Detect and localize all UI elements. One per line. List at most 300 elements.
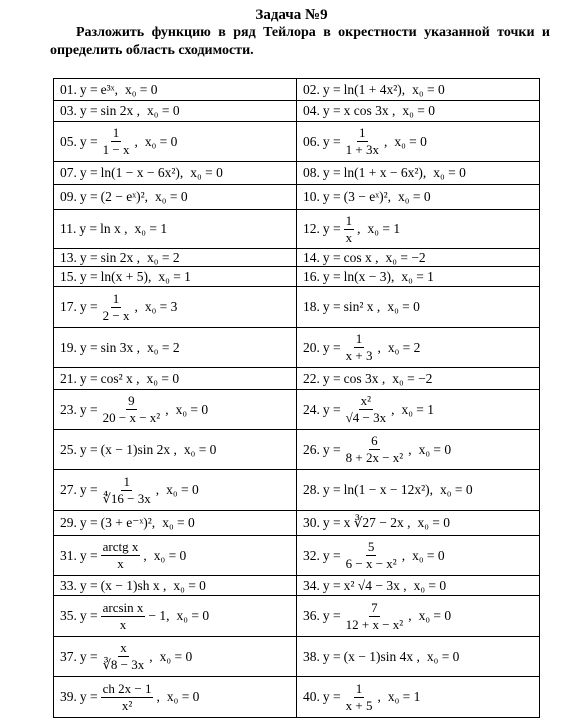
problem-number: 05. <box>60 133 77 149</box>
function-expression: sin 2x , <box>100 249 141 265</box>
fraction <box>101 641 147 672</box>
fraction-suffix: , <box>408 608 412 623</box>
problem-expression <box>303 82 445 98</box>
problem-cell <box>54 249 297 267</box>
fraction <box>101 292 132 323</box>
function-lhs: y = <box>322 547 341 563</box>
problem-expression <box>303 103 435 119</box>
problem-expression <box>303 434 451 465</box>
problem-expression <box>303 371 432 387</box>
fraction-numerator: 9 <box>128 393 135 408</box>
problem-number: 03. <box>60 103 77 118</box>
table-row <box>54 637 540 677</box>
function-lhs: y = <box>79 221 98 236</box>
problem-number: 08. <box>303 165 320 180</box>
problem-cell <box>54 430 297 470</box>
expansion-point: x₀ = 0 <box>146 370 180 386</box>
function-expression: cos x , <box>343 249 379 265</box>
problem-number: 02. <box>303 81 320 97</box>
fraction-denominator: x <box>345 229 353 245</box>
problem-cell <box>297 637 540 677</box>
expansion-point: x₀ = 0 <box>173 577 206 593</box>
fraction <box>344 682 375 713</box>
expansion-point: x₀ = 0 <box>413 577 447 593</box>
problem-expression <box>60 292 177 323</box>
fraction-denominator: 1 + 3x <box>345 142 379 157</box>
expansion-point: x₀ = 2 <box>147 249 180 265</box>
function-lhs: y = <box>322 165 341 180</box>
function-expression: ln(x + 5), <box>100 268 152 284</box>
problem-expression <box>60 394 208 425</box>
problem-cell <box>297 576 540 596</box>
table-row <box>54 287 540 328</box>
function-expression: e³ˣ, <box>100 81 118 97</box>
problem-cell <box>297 390 540 430</box>
expansion-point: x₀ = 3 <box>144 299 178 314</box>
fraction <box>101 682 154 713</box>
problem-cell <box>297 287 540 328</box>
function-lhs: y = <box>322 608 341 623</box>
problem-expression <box>303 515 450 531</box>
problem-number: 01. <box>60 81 77 97</box>
problem-cell <box>54 210 297 249</box>
function-lhs: y = <box>79 689 98 704</box>
problem-expression <box>303 189 431 205</box>
table-row <box>54 390 540 430</box>
expansion-point: x₀ = 0 <box>147 103 180 118</box>
function-lhs: y = <box>322 221 341 236</box>
problem-number: 13. <box>60 249 77 265</box>
function-lhs: y = <box>322 81 341 97</box>
expansion-point: x₀ = 0 <box>155 189 188 204</box>
problem-number: 34. <box>303 577 320 593</box>
problem-number: 17. <box>60 299 77 314</box>
fraction-denominator: 8 + 2x − x² <box>345 450 404 465</box>
problem-expression <box>60 126 177 157</box>
table-row <box>54 576 540 596</box>
table-row <box>54 79 540 101</box>
problem-expression <box>60 103 180 119</box>
problem-cell <box>297 185 540 210</box>
problems-table-body <box>54 79 540 718</box>
problem-number: 27. <box>60 482 77 497</box>
function-lhs: y = <box>79 165 98 180</box>
problem-cell <box>297 536 540 576</box>
function-lhs: y = <box>79 401 98 417</box>
problem-expression <box>60 641 192 672</box>
fraction <box>344 434 406 465</box>
function-lhs: y = <box>322 133 341 149</box>
problem-expression <box>303 394 434 425</box>
problem-cell <box>54 101 297 122</box>
fraction-numerator: 1 <box>355 680 363 696</box>
expansion-point: x₀ = 0 <box>418 441 452 457</box>
function-lhs: y = <box>79 482 98 497</box>
fraction-suffix: , <box>165 401 169 417</box>
problem-cell <box>297 79 540 101</box>
table-row <box>54 267 540 287</box>
function-lhs: y = <box>79 577 98 593</box>
expansion-point: x₀ = 0 <box>166 482 199 497</box>
problem-cell <box>54 677 297 718</box>
function-expression: ln(1 − x − 12x²), <box>343 482 434 497</box>
fraction-denominator: x <box>119 616 127 632</box>
function-expression: (3 − eˣ)², <box>343 189 392 204</box>
problem-cell <box>297 470 540 511</box>
function-lhs: y = <box>322 339 341 355</box>
fraction-numerator: arcsin x <box>102 599 144 615</box>
fraction <box>344 540 399 571</box>
function-lhs: y = <box>79 249 98 265</box>
problem-expression <box>303 165 466 181</box>
problem-number: 35. <box>60 608 77 623</box>
problem-expression <box>60 189 188 205</box>
function-expression: sin² x , <box>343 299 381 314</box>
fraction-numerator: 1 <box>355 331 363 346</box>
problem-expression <box>60 540 186 571</box>
function-expression: x cos 3x , <box>343 103 396 118</box>
fraction <box>344 394 388 425</box>
function-expression: ln x , <box>100 221 128 236</box>
fraction-numerator: 7 <box>371 599 378 615</box>
table-row <box>54 430 540 470</box>
function-expression: ln(1 + 4x²), <box>343 81 406 97</box>
problem-cell <box>54 122 297 162</box>
problem-number: 26. <box>303 441 320 457</box>
problem-cell <box>297 101 540 122</box>
function-lhs: y = <box>79 299 98 314</box>
function-expression: x ∛27 − 2x , <box>343 515 411 530</box>
problem-number: 18. <box>303 299 320 314</box>
function-lhs: y = <box>322 189 341 204</box>
table-row <box>54 470 540 511</box>
fraction <box>344 126 381 157</box>
problem-cell <box>54 185 297 210</box>
fraction-denominator: ∜16 − 3x <box>102 490 151 506</box>
problem-expression <box>60 165 223 181</box>
problem-number: 31. <box>60 547 77 563</box>
function-expression: cos 3x , <box>343 370 386 386</box>
problem-cell <box>297 249 540 267</box>
fraction-denominator: x + 3 <box>345 348 373 363</box>
fraction-numerator: 1 <box>345 212 353 228</box>
function-lhs: y = <box>79 515 98 530</box>
expansion-point: x₀ = 0 <box>124 81 158 97</box>
problem-cell <box>54 328 297 368</box>
function-lhs: y = <box>322 482 341 497</box>
fraction-numerator: 1 <box>112 125 120 140</box>
function-lhs: y = <box>79 189 98 204</box>
expansion-point: x₀ = 1 <box>387 689 421 704</box>
problem-expression <box>60 269 191 285</box>
problem-number: 15. <box>60 268 77 284</box>
expansion-point: x₀ = 0 <box>433 165 466 180</box>
problem-number: 33. <box>60 577 77 593</box>
fraction <box>344 601 406 632</box>
expansion-point: x₀ = 0 <box>153 547 187 563</box>
expansion-point: x₀ = −2 <box>385 249 426 265</box>
function-lhs: y = <box>322 103 341 118</box>
expansion-point: x₀ = 2 <box>147 339 180 355</box>
table-row <box>54 677 540 718</box>
problem-number: 07. <box>60 165 77 180</box>
problem-expression <box>60 221 167 237</box>
expansion-point: x₀ = 0 <box>398 189 431 204</box>
expansion-point: x₀ = 1 <box>134 221 168 236</box>
expansion-point: x₀ = 0 <box>175 401 209 417</box>
table-row <box>54 368 540 390</box>
fraction-numerator: 1 <box>123 473 130 489</box>
fraction <box>101 475 153 506</box>
table-row <box>54 162 540 185</box>
problem-expression <box>303 682 420 713</box>
function-lhs: y = <box>79 648 98 664</box>
function-expression: (x − 1)sh x , <box>100 577 167 593</box>
problem-number: 19. <box>60 339 77 355</box>
fraction-numerator: x <box>120 640 127 655</box>
problem-number: 29. <box>60 515 77 530</box>
problem-number: 40. <box>303 689 320 704</box>
problem-cell <box>297 162 540 185</box>
expansion-point: x₀ = 0 <box>183 441 217 457</box>
fraction-suffix: , <box>134 133 138 149</box>
function-lhs: y = <box>79 370 98 386</box>
problem-number: 12. <box>303 221 320 236</box>
table-row <box>54 101 540 122</box>
table-row <box>54 185 540 210</box>
fraction-suffix: , <box>155 482 160 497</box>
problem-cell <box>297 430 540 470</box>
problem-number: 20. <box>303 339 320 355</box>
problem-number: 24. <box>303 401 320 417</box>
problem-number: 32. <box>303 547 320 563</box>
expansion-point: x₀ = 0 <box>166 689 200 704</box>
fraction-numerator: 1 <box>359 125 366 140</box>
problem-expression <box>303 601 451 632</box>
problem-cell <box>54 576 297 596</box>
table-row <box>54 122 540 162</box>
problem-expression <box>60 682 199 713</box>
function-lhs: y = <box>79 81 98 97</box>
problem-cell <box>54 511 297 536</box>
problem-expression <box>303 540 445 571</box>
function-expression: sin 3x , <box>100 339 141 355</box>
problem-number: 25. <box>60 441 77 457</box>
fraction-suffix: , <box>391 401 395 417</box>
function-lhs: y = <box>322 515 341 530</box>
problem-cell <box>297 122 540 162</box>
problem-expression <box>303 299 420 315</box>
expansion-point: x₀ = 0 <box>190 165 223 180</box>
problem-cell <box>297 328 540 368</box>
expansion-point: x₀ = 1 <box>401 268 434 284</box>
expansion-point: x₀ = 1 <box>367 221 401 236</box>
fraction-numerator: x² <box>360 393 372 408</box>
problem-cell <box>54 390 297 430</box>
table-row <box>54 536 540 576</box>
problem-expression <box>303 126 427 157</box>
problems-table <box>53 78 540 718</box>
expansion-point: x₀ = 0 <box>394 133 427 149</box>
problem-expression <box>303 214 400 245</box>
function-lhs: y = <box>322 249 341 265</box>
function-expression: sin 2x , <box>100 103 141 118</box>
fraction-denominator: x + 5 <box>345 697 373 713</box>
fraction-suffix: , <box>357 221 361 236</box>
problem-number: 06. <box>303 133 320 149</box>
table-row <box>54 511 540 536</box>
function-lhs: y = <box>79 547 98 563</box>
fraction-denominator: x² <box>121 697 133 713</box>
fraction-suffix: , <box>401 547 406 563</box>
problem-cell <box>54 637 297 677</box>
problem-number: 16. <box>303 268 320 284</box>
fraction-numerator: arctg x <box>102 539 139 554</box>
function-lhs: y = <box>322 577 341 593</box>
fraction-suffix: − 1, <box>148 608 170 623</box>
problem-cell <box>297 210 540 249</box>
fraction-numerator: 1 <box>112 290 120 306</box>
function-lhs: y = <box>322 268 341 284</box>
problem-expression <box>303 578 446 594</box>
fraction <box>101 126 132 157</box>
expansion-point: x₀ = 1 <box>158 268 191 284</box>
problem-number: 10. <box>303 189 320 204</box>
problem-number: 11. <box>60 221 77 236</box>
fraction-denominator: 20 − x − x² <box>102 410 161 425</box>
fraction <box>101 601 146 632</box>
problem-expression <box>303 250 426 266</box>
expansion-point: x₀ = 0 <box>144 133 178 149</box>
problem-cell <box>54 470 297 511</box>
function-lhs: y = <box>79 268 98 284</box>
problem-cell <box>297 596 540 637</box>
problem-cell <box>54 79 297 101</box>
expansion-point: x₀ = 0 <box>176 608 210 623</box>
expansion-point: x₀ = 2 <box>387 339 421 355</box>
fraction-suffix: , <box>149 648 153 664</box>
fraction-denominator: 2 − x <box>102 307 130 323</box>
fraction-suffix: , <box>377 689 381 704</box>
fraction-denominator: √4 − 3x <box>345 410 387 425</box>
problem-number: 22. <box>303 370 320 386</box>
fraction-suffix: , <box>134 299 138 314</box>
expansion-point: x₀ = 0 <box>412 81 445 97</box>
expansion-point: x₀ = 0 <box>159 648 193 664</box>
fraction-numerator: 5 <box>367 539 375 554</box>
function-lhs: y = <box>322 401 341 417</box>
problem-expression <box>60 578 206 594</box>
problem-number: 28. <box>303 482 320 497</box>
fraction-suffix: , <box>377 339 381 355</box>
problem-number: 09. <box>60 189 77 204</box>
function-expression: (x − 1)sin 4x , <box>343 648 420 664</box>
problem-cell <box>54 368 297 390</box>
problem-expression <box>60 475 199 506</box>
problem-cell <box>297 267 540 287</box>
problem-expression <box>60 601 209 632</box>
expansion-point: x₀ = 0 <box>402 103 435 118</box>
function-lhs: y = <box>79 103 98 118</box>
problem-cell <box>54 267 297 287</box>
fraction <box>101 540 141 571</box>
problem-expression <box>60 82 158 98</box>
fraction <box>344 332 375 363</box>
fraction-denominator: x <box>117 556 124 571</box>
function-lhs: y = <box>322 299 341 314</box>
expansion-point: x₀ = 0 <box>387 299 420 314</box>
problem-expression <box>60 442 216 458</box>
function-expression: cos² x , <box>100 370 140 386</box>
problem-expression <box>303 649 459 665</box>
function-expression: ln(1 − x − 6x²), <box>100 165 184 180</box>
problem-number: 30. <box>303 515 320 530</box>
expansion-point: x₀ = 0 <box>426 648 460 664</box>
fraction-suffix: , <box>156 689 160 704</box>
expansion-point: x₀ = 0 <box>440 482 473 497</box>
function-lhs: y = <box>79 339 98 355</box>
fraction-denominator: 6 − x − x² <box>345 556 397 571</box>
function-lhs: y = <box>322 370 341 386</box>
fraction-numerator: 6 <box>371 433 378 448</box>
problem-cell <box>54 162 297 185</box>
problem-cell <box>54 596 297 637</box>
problem-number: 38. <box>303 648 320 664</box>
problem-number: 36. <box>303 608 320 623</box>
task-statement: Разложить функцию в ряд Тейлора в окрестности указанной точки и определить область сходимости. <box>50 25 550 58</box>
function-expression: (x − 1)sin 2x , <box>100 441 177 457</box>
function-expression: ln(1 + x − 6x²), <box>343 165 427 180</box>
table-row <box>54 596 540 637</box>
function-lhs: y = <box>322 441 341 457</box>
problem-cell <box>297 368 540 390</box>
problem-number: 21. <box>60 370 77 386</box>
table-row <box>54 210 540 249</box>
function-expression: x² √4 − 3x , <box>343 577 407 593</box>
problem-expression <box>60 515 195 531</box>
expansion-point: x₀ = 0 <box>412 547 445 563</box>
expansion-point: x₀ = 0 <box>418 608 452 623</box>
function-lhs: y = <box>322 648 341 664</box>
function-expression: (3 + e⁻ˣ)², <box>100 515 156 530</box>
problem-cell <box>297 677 540 718</box>
fraction-denominator: 12 + x − x² <box>345 616 404 632</box>
expansion-point: x₀ = 1 <box>401 401 435 417</box>
problem-cell <box>54 287 297 328</box>
function-lhs: y = <box>79 133 98 149</box>
table-row <box>54 328 540 368</box>
problem-expression <box>60 250 180 266</box>
expansion-point: x₀ = 0 <box>162 515 195 530</box>
fraction-denominator: ∛8 − 3x <box>102 657 145 672</box>
fraction <box>344 214 355 245</box>
function-lhs: y = <box>79 441 98 457</box>
problem-expression <box>303 482 473 498</box>
problem-number: 23. <box>60 401 77 417</box>
function-lhs: y = <box>322 689 341 704</box>
problem-number: 04. <box>303 103 320 118</box>
expansion-point: x₀ = −2 <box>392 370 433 386</box>
problem-number: 14. <box>303 249 320 265</box>
problem-cell <box>54 536 297 576</box>
fraction-suffix: , <box>408 441 412 457</box>
task-title: Задача №9 <box>255 7 328 23</box>
expansion-point: x₀ = 0 <box>417 515 451 530</box>
function-expression: ln(x − 3), <box>343 268 395 284</box>
problem-cell <box>297 511 540 536</box>
problem-expression <box>303 269 434 285</box>
problem-expression <box>60 371 179 387</box>
